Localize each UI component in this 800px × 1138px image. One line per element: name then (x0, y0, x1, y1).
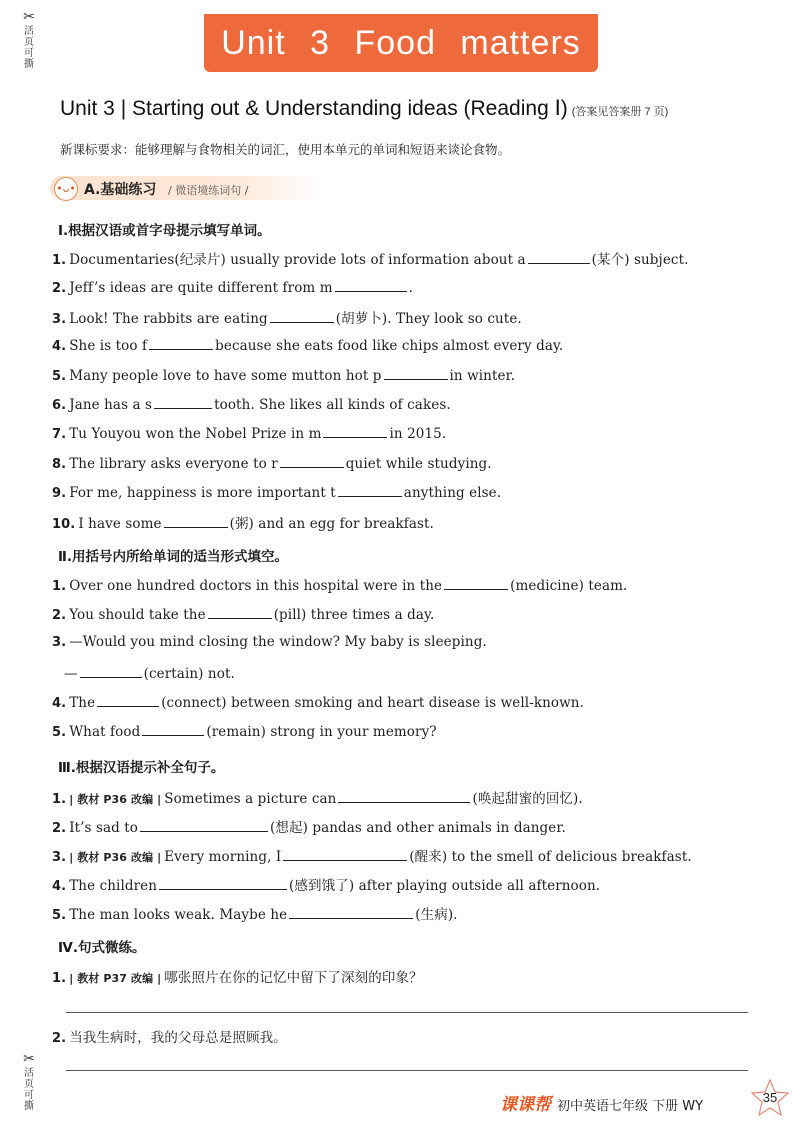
section-a-label: A.基础练习 (84, 182, 157, 198)
answer-line[interactable] (66, 1012, 748, 1013)
answer-blank[interactable] (323, 424, 387, 438)
list-item: — (certain) not. (64, 666, 235, 682)
list-item: 2. You should take the (pill) three times a day. (52, 607, 435, 623)
answer-blank[interactable] (149, 336, 213, 350)
answer-blank[interactable] (164, 514, 228, 528)
list-item: 10. I have some (粥) and an egg for breakfast. (52, 516, 434, 532)
list-item: 8. The library asks everyone to r quiet while studying. (52, 456, 492, 472)
list-item: 4. The (connect) between smoking and heart disease is well-known. (52, 695, 584, 711)
list-item: 2. It’s sad to (想起) pandas and other animals in danger. (52, 820, 566, 836)
tear-icon: ✂ (23, 9, 35, 25)
answer-blank[interactable] (528, 250, 590, 264)
page-number-text: 35 (762, 1090, 778, 1105)
list-item: 2. Jeff’s ideas are quite different from m . (52, 280, 414, 296)
textbook-source: | 教材 P36 改编 | (69, 851, 162, 864)
answer-blank[interactable] (280, 454, 344, 468)
list-item: 9. For me, happiness is more important t anything else. (52, 485, 502, 501)
answer-blank[interactable] (283, 847, 407, 861)
smiley-icon: •ᴗ• (54, 177, 78, 201)
answer-blank[interactable] (154, 395, 212, 409)
answer-line[interactable] (66, 1070, 748, 1071)
book-title: 初中英语七年级 下册 WY (557, 1099, 704, 1114)
answer-note: (答案见答案册 7 页) (571, 106, 669, 118)
lesson-title-text: Unit 3 | Starting out & Understanding ideas (Reading Ⅰ) (60, 97, 568, 120)
answer-blank[interactable] (444, 576, 508, 590)
tear-icon: ✂ (23, 1051, 35, 1067)
list-item: 3. | 教材 P36 改编 | Every morning, I (醒来) to the smell of delicious breakfast. (52, 849, 692, 865)
section-a-sub: / 微语境练词句 / (168, 184, 249, 197)
answer-blank[interactable] (384, 366, 448, 380)
answer-blank[interactable] (97, 693, 159, 707)
textbook-source: | 教材 P36 改编 | (69, 793, 162, 806)
textbook-source: | 教材 P37 改编 | (69, 972, 162, 985)
part2-heading: Ⅱ.用括号内所给单词的适当形式填空。 (58, 549, 289, 565)
list-item: 1. | 教材 P36 改编 | Sometimes a picture can (唤起甜蜜的回忆). (52, 791, 583, 807)
answer-blank[interactable] (80, 664, 142, 678)
list-item: 7. Tu Youyou won the Nobel Prize in m in 2015. (52, 426, 447, 442)
brand-logo: 课课帮 (500, 1095, 551, 1115)
answer-blank[interactable] (335, 278, 407, 292)
side-tab-bottom (14, 1052, 44, 1112)
answer-blank[interactable] (142, 722, 204, 736)
part1-heading: Ⅰ.根据汉语或首字母提示填写单词。 (58, 223, 271, 239)
list-item: 4. The children (感到饿了) after playing outside all afternoon. (52, 878, 601, 894)
list-item: 1. Over one hundred doctors in this hospital were in the (medicine) team. (52, 578, 628, 594)
answer-blank[interactable] (159, 876, 287, 890)
lesson-title (60, 96, 668, 121)
answer-blank[interactable] (270, 309, 334, 323)
unit-banner: Unit 3 Food matters (204, 14, 598, 72)
list-item: 5. The man looks weak. Maybe he (生病). (52, 907, 458, 923)
list-item: 1. | 教材 P37 改编 | 哪张照片在你的记忆中留下了深刻的印象？ (52, 970, 423, 986)
list-item: 3. —Would you mind closing the window? My baby is sleeping. (52, 634, 487, 650)
list-item: 5. Many people love to have some mutton hot p in winter. (52, 368, 516, 384)
answer-blank[interactable] (338, 483, 402, 497)
side-tab-text: 活页可撕 (24, 26, 34, 70)
section-a-header (50, 176, 320, 200)
side-tab-top (14, 10, 44, 70)
side-tab-text: 活页可撕 (24, 1068, 34, 1112)
part3-heading: Ⅲ.根据汉语提示补全句子。 (58, 760, 225, 776)
answer-blank[interactable] (338, 789, 470, 803)
curriculum-standard: 新课标要求：能够理解与食物相关的词汇，使用本单元的单词和短语来谈论食物。 (60, 142, 511, 157)
list-item: 3. Look! The rabbits are eating (胡萝卜). They look so cute. (52, 311, 522, 327)
part4-heading: Ⅳ.句式微练。 (58, 940, 146, 956)
answer-blank[interactable] (140, 818, 268, 832)
list-item: 6. Jane has a s tooth. She likes all kinds of cakes. (52, 397, 451, 413)
footer-brand (500, 1090, 703, 1115)
answer-blank[interactable] (208, 605, 272, 619)
page-number (750, 1078, 790, 1118)
answer-blank[interactable] (289, 905, 413, 919)
list-item: 5. What food (remain) strong in your memory? (52, 724, 437, 740)
list-item: 4. She is too f because she eats food like chips almost every day. (52, 338, 564, 354)
list-item: 2. 当我生病时，我的父母总是照顾我。 (52, 1030, 287, 1046)
list-item: 1. Documentaries(纪录片) usually provide lots of information about a (某个) subject. (52, 252, 689, 268)
